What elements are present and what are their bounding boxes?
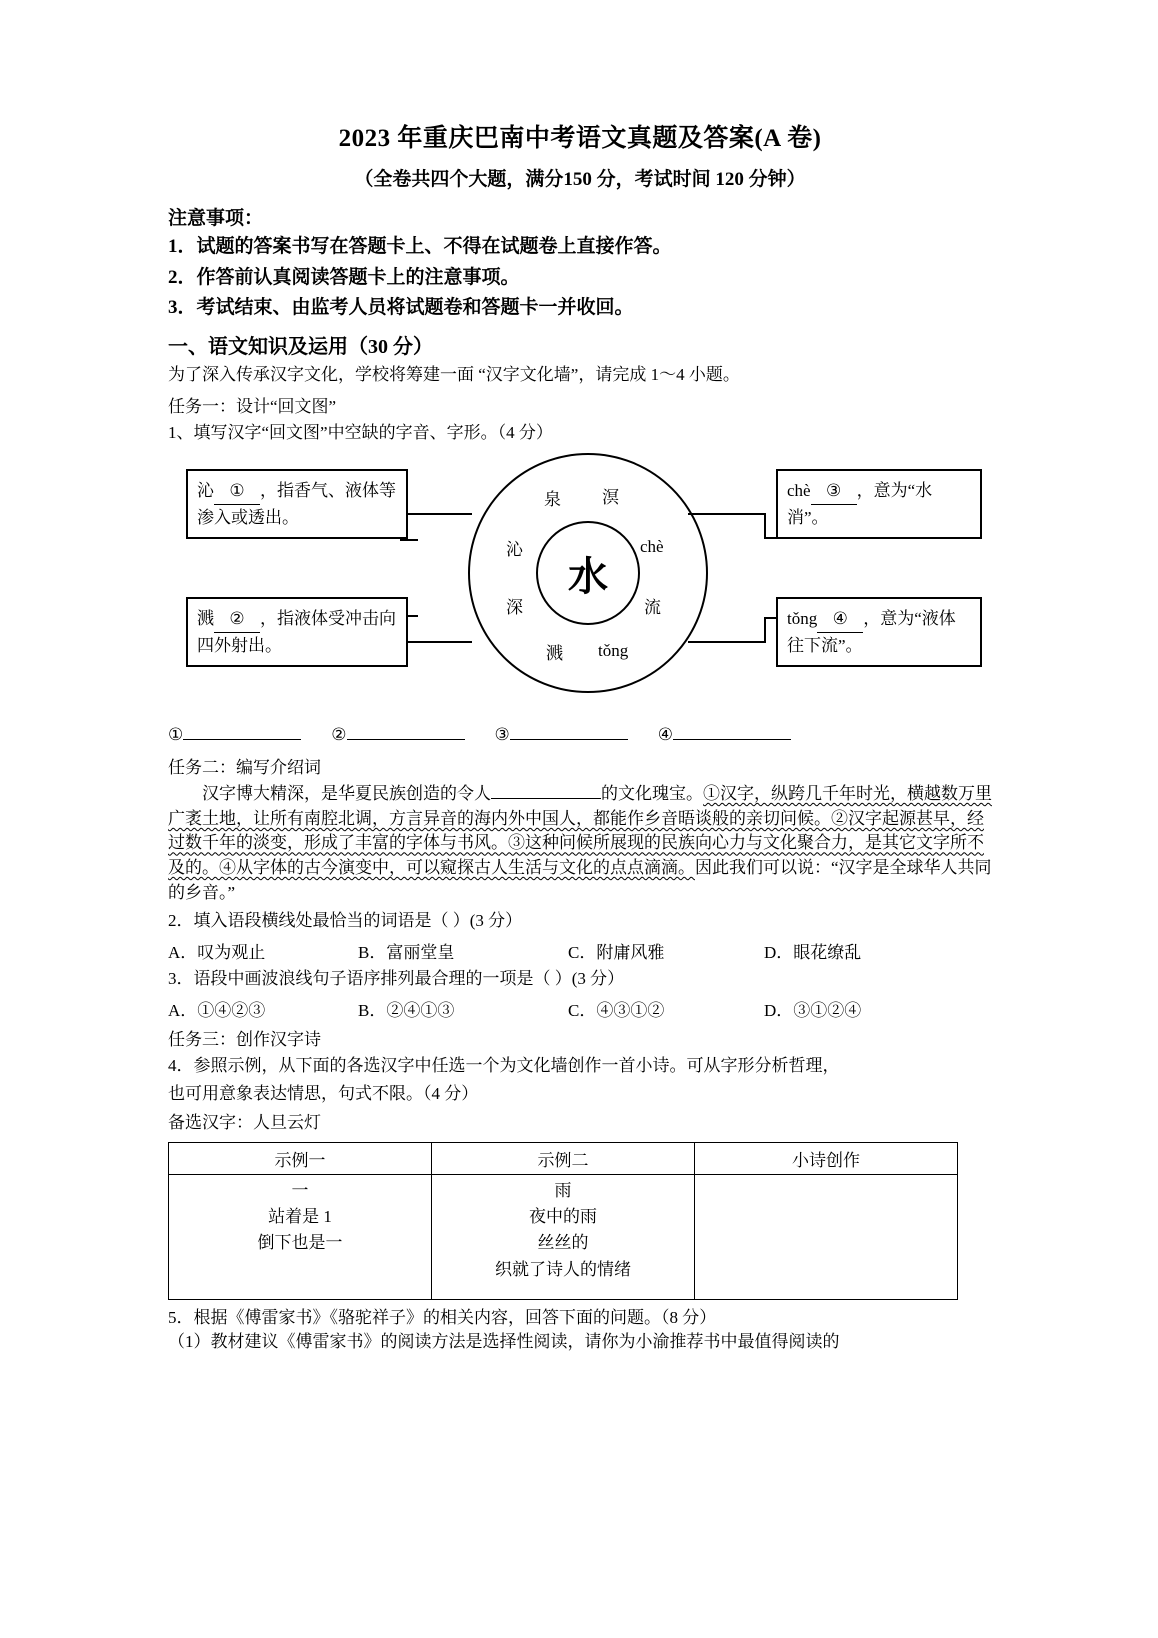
callout-bottom-right-before: tǒng (787, 609, 818, 629)
wheel-label-6: 流 (644, 598, 661, 618)
passage-paragraph (168, 782, 992, 905)
callout-top-left (186, 469, 408, 539)
section-intro: 为了深入传承汉字文化，学校将筹建一面 “汉字文化墙”，请完成 1～4 小题。 (168, 364, 740, 384)
connector-line-8 (764, 513, 766, 539)
document-body (168, 118, 992, 1355)
q3-option-a[interactable]: A．①④②③ (168, 1000, 266, 1020)
character-wheel (468, 453, 708, 693)
answer-field-3[interactable] (510, 739, 628, 740)
task-1-heading: 任务一：设计“回文图” (168, 396, 337, 416)
wheel-label-2: 溟 (602, 488, 619, 508)
callout-bottom-left (186, 597, 408, 667)
answer-marker-4: ④ (657, 725, 673, 745)
poem-example-table (168, 1142, 958, 1300)
callout-top-left-before: 沁 (197, 481, 214, 501)
table-header-example-2: 示例二 (432, 1142, 695, 1174)
connector-line-3 (400, 539, 418, 541)
notice-item-1: 1．试题的答案书写在答题卡上、不得在试题卷上直接作答。 (168, 236, 672, 257)
char-option-4[interactable]: 灯 (304, 1112, 321, 1132)
char-option-1[interactable]: 人 (253, 1112, 270, 1132)
callout-bottom-right-after: ，意为“液体往下流”。 (787, 609, 956, 655)
passage-blank[interactable] (491, 784, 601, 799)
table-header-row (169, 1142, 958, 1174)
wheel-label-7: 溅 (546, 644, 563, 664)
notice-item-2: 2．作答前认真阅读答题卡上的注意事项。 (168, 266, 520, 288)
question-4-line-1: 4．参照示例，从下面的各选汉字中任选一个为文化墙创作一首小诗。可从字形分析哲理， (168, 1055, 840, 1075)
char-option-3[interactable]: 云 (287, 1112, 304, 1132)
passage-part-1: 汉字博大精深，是华夏民族创造的令人 (202, 784, 491, 804)
passage-tail: 因此我们可以说：“汉字是全球华人共同的乡音。” (168, 858, 992, 902)
question-3-options (168, 996, 992, 1021)
example-1-cell (169, 1174, 432, 1299)
poem-creation-cell[interactable] (695, 1174, 958, 1299)
answer-field-4[interactable] (673, 739, 791, 740)
answer-blank-row (168, 725, 992, 745)
task-2-heading: 任务二：编写介绍词 (168, 758, 321, 778)
page-title: 2023 年重庆巴南中考语文真题及答案(A 卷) (338, 125, 822, 152)
connector-line-1 (400, 513, 472, 515)
table-header-example-1: 示例一 (169, 1142, 432, 1174)
table-row (169, 1174, 958, 1299)
passage-wavy-sentences: ①汉字，纵跨几千年时光，横越数万里广袤土地，让所有南腔北调，方言异音的海内外中国人，都能作乡音晤谈般的亲切问候。②汉字起源甚早，经过数千年的淡变，形成了丰富的字体与书风。③这种问候所展现的民族向心力与文化聚合力，是其它文字所不及的。④从字体的古今演变中，可以窥探古人生活与文化的点点滴滴。 (168, 784, 992, 878)
answer-field-2[interactable] (347, 739, 465, 740)
wheel-label-3: 沁 (506, 540, 523, 560)
passage-part-2: 的文化瑰宝。 (601, 784, 703, 804)
question-2: 2．填入语段横线处最恰当的词语是（ ）(3 分） (168, 911, 523, 931)
example-1-line-3: 倒下也是一 (257, 1233, 343, 1253)
callout-top-right (776, 469, 982, 539)
table-header-creation: 小诗创作 (695, 1142, 958, 1174)
wheel-label-4: chè (640, 537, 664, 557)
wheel-label-5: 深 (506, 598, 523, 618)
question-2-options (168, 938, 992, 963)
q2-option-c[interactable]: C．附庸风雅 (568, 943, 665, 963)
callout-top-right-blank: ③ (811, 478, 857, 505)
question-4-characters (168, 1111, 992, 1136)
connector-line-11 (764, 617, 766, 643)
example-2-line-1: 雨 (554, 1180, 572, 1200)
huiwen-diagram (168, 451, 992, 723)
example-2-line-3: 丝丝的 (537, 1233, 589, 1253)
callout-bottom-right (776, 597, 982, 667)
example-2-line-2: 夜中的雨 (529, 1206, 597, 1226)
q2-option-b[interactable]: B．富丽堂皇 (358, 943, 455, 963)
example-2-cell (432, 1174, 695, 1299)
callout-bottom-right-blank: ④ (817, 606, 863, 633)
task-3-heading: 任务三：创作汉字诗 (168, 1029, 321, 1049)
question-1: 1、填写汉字“回文图”中空缺的字音、字形。（4 分） (168, 422, 553, 442)
answer-marker-3: ③ (494, 725, 510, 745)
section-heading-1: 一、语文知识及运用（30 分） (168, 335, 433, 358)
q3-option-c[interactable]: C．④③①② (568, 1000, 665, 1020)
q3-option-b[interactable]: B．②④①③ (358, 1000, 455, 1020)
callout-top-right-before: chè (787, 481, 811, 501)
wheel-label-8: tǒng (598, 641, 629, 661)
callout-bottom-left-blank: ② (214, 606, 260, 633)
q2-option-a[interactable]: A．叹为观止 (168, 943, 266, 963)
example-2-line-4: 织就了诗人的情绪 (495, 1259, 631, 1279)
callout-bottom-left-after: ，指液体受冲击向四外射出。 (197, 609, 396, 655)
callout-top-right-after: ，意为“水消”。 (787, 481, 933, 527)
callout-bottom-left-before: 溅 (197, 609, 214, 629)
question-5-part-1: （1）教材建议《傅雷家书》的阅读方法是选择性阅读，请你为小渝推荐书中最值得阅读的 (168, 1332, 840, 1352)
wheel-label-1: 泉 (544, 490, 561, 510)
exam-subtitle: （全卷共四个大题，满分150 分，考试时间 120 分钟） (354, 169, 806, 190)
callout-top-left-blank: ① (214, 478, 260, 505)
question-4-line-2: 也可用意象表达情思，句式不限。（4 分） (168, 1084, 479, 1104)
characters-label: 备选汉字： (168, 1112, 253, 1132)
answer-marker-2: ② (331, 725, 347, 745)
answer-field-1[interactable] (183, 739, 301, 740)
callout-top-left-after: ，指香气、液体等渗入或透出。 (197, 481, 396, 527)
connector-line-4 (400, 641, 472, 643)
wheel-center-character: 水 (568, 553, 608, 599)
q2-option-d[interactable]: D．眼花缭乱 (764, 943, 862, 963)
q3-option-d[interactable]: D．③①②④ (764, 1000, 862, 1020)
question-5: 5．根据《傅雷家书》《骆驼祥子》的相关内容，回答下面的问题。（8 分） (168, 1307, 717, 1327)
notice-item-3: 3．考试结束、由监考人员将试题卷和答题卡一并收回。 (168, 297, 634, 319)
question-3: 3．语段中画波浪线句子语序排列最合理的一项是（ ）(3 分） (168, 969, 625, 989)
notice-heading: 注意事项： (168, 208, 264, 229)
answer-marker-1: ① (168, 725, 184, 745)
example-1-line-1: 一 (291, 1180, 309, 1200)
example-1-line-2: 站着是 1 (268, 1206, 332, 1226)
char-option-2[interactable]: 旦 (270, 1112, 287, 1132)
